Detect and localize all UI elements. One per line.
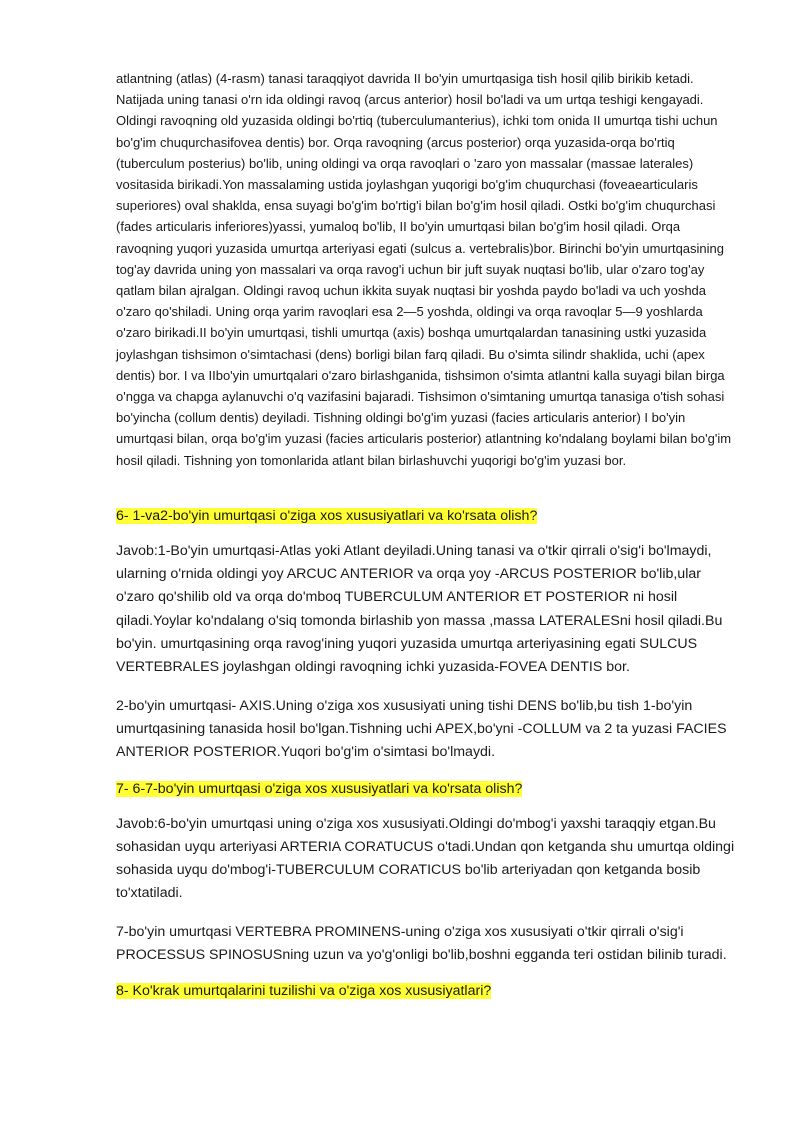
spacer: [116, 680, 736, 695]
spacer: [116, 906, 736, 921]
spacer: [116, 765, 736, 778]
spacer: [116, 800, 736, 813]
section-6-heading-highlight: 6- 1-va2-bo'yin umurtqasi o'ziga xos xususiyatlari va ko'rsata olish?: [116, 507, 538, 524]
section-7-answer-1: Javob:6-bo'yin umurtqasi uning o'ziga xos xususiyati.Oldingi do'mbog'i yaxshi taraqqiy etgan.Bu sohasidan uyqu arteriyasi ARTERIA CORATUCUS o'tadi.Undan qon ketganda shu umurtqa oldingi sohasida uyqu do'mbog'i-TUBERCULUM CORATICUS bo'lib arteriyadan qon ketganda bosib to'xtatiladi.: [116, 815, 735, 902]
spacer: [116, 471, 736, 505]
section-6-answer-1: Javob:1-Bo'yin umurtqasi-Atlas yoki Atlant deyiladi.Uning tanasi va o'tkir qirrali o'sig'i bo'lmaydi, ularning o'rnida oldingi yoy ARCUC ANTERIOR va orqa yoy -ARCUS POSTERIOR bo'lib,ular o'zaro qo'shilib old va orqa do'mboq TUBERCULUM ANTERIOR ET POSTERIOR ni hosil qiladi.Yoylar ko'ndalang o'siq tomonda birlashib yon massa ,massa LATERALESni hosil qiladi.Bu bo'yin. umurtqasining orqa ravog'ining yuqori yuzasida umurtqa arteriyasining egati SULCUS VERTEBRALES joylashgan oldingi ravoqning ichki yuzasida-FOVEA DENTIS bor.: [116, 542, 723, 676]
spacer: [116, 527, 736, 540]
section-7-answer-2: 7-bo'yin umurtqasi VERTEBRA PROMINENS-uning o'ziga xos xususiyati o'tkir qirrali o'sig'i PROCESSUS SPINOSUSning uzun va yo'g'onligi bo'lib,boshni egganda teri ostidan bilinib turadi.: [116, 923, 727, 964]
section-7-heading-highlight: 7- 6-7-bo'yin umurtqasi o'ziga xos xususiyatlari va ko'rsata olish?: [116, 780, 523, 797]
section-8-heading-highlight: 8- Ko'krak umurtqalarini tuzilishi va o'ziga xos xususiyatlari?: [116, 983, 492, 1000]
section-6-heading: [116, 505, 736, 527]
document-page: [116, 68, 736, 1002]
spacer: [116, 967, 736, 980]
section-8-heading: [116, 980, 736, 1002]
intro-paragraph: atlantning (atlas) (4-rasm) tanasi taraqqiyot davrida II bo'yin umurtqasiga tish hosil qilib birikib ketadi. Natijada uning tanasi o'rn ida oldingi ravoq (arcus anterior) hosil bo'ladi va um urtqa teshigi kengayadi. Oldingi ravoqning old yuzasida oldingi bo'rtiq (tuberculumanterius), ichki tom onida II umurtqa tishi uchun bo'g'im chuqurchasifovea dentis) bor. Orqa ravoqning (arcus posterior) orqa yuzasida-orqa bo'rtiq (tuberculum posterius) bo'lib, uning oldingi va orqa ravoqlari o 'zaro yon massalar (massae laterales) vositasida birikadi.Yon massalaming ustida joylashgan yuqorigi bo'g'im chuqurchasi (foveaearticularis superiores) oval shaklda, ensa suyagi bo'g'im bo'rtig'i bilan bo'g'im hosil qiladi. Ostki bo'g'im chuqurchasi (fades articularis inferiores)yassi, yumaloq bo'lib, II bo'yin umurtqasi bilan bo'g'im hosil qiladi. Orqa ravoqning yuqori yuzasida umurtqa arteriyasi egati (sulcus a. vertebralis)bor. Birinchi bo'yin umurtqasining tog'ay davrida uning yon massalari va orqa ravog'i uchun bir juft suyak nuqtasi bo'lib, ular o'zaro tog'ay qatlam bilan ajralgan. Oldingi ravoq uchun ikkita suyak nuqtasi bir yoshda paydo bo'ladi va uch yoshda o'zaro qo'shiladi. Uning orqa yarim ravoqlari esa 2—5 yoshda, oldingi va orqa ravoqlar 5—9 yoshlarda o'zaro birikadi.II bo'yin umurtqasi, tishli umurtqa (axis) boshqa umurtqalardan tanasining ustki yuzasida joylashgan tishsimon o'simtachasi (dens) borligi bilan farq qiladi. Bu o'simta silindr shaklida, uchi (apex dentis) bor. I va IIbo'yin umurtqalari o'zaro birlashganida, tishsimon o'simta atlantni kalla suyagi bilan birga o'ngga va chapga aylanuvchi o'q vazifasini bajaradi. Tishsimon o'simtaning umurtqa tanasiga o'tish sohasi bo'yincha (collum dentis) deyiladi. Tishning oldingi bo'g'im yuzasi (facies articularis anterior) I bo'yin umurtqasi bilan, orqa bo'g'im yuzasi (facies articularis posterior) atlantning ko'ndalang boylami bilan bo'g'im hosil qiladi. Tishning yon tomonlarida atlant bilan birlashuvchi yuqorigi bo'g'im yuzasi bor.: [116, 71, 732, 468]
section-6-answer-2: 2-bo'yin umurtqasi- AXIS.Uning o'ziga xos xususiyati uning tishi DENS bo'lib,bu tish 1-bo'yin umurtqasining tanasida hosil bo'lgan.Tishning uchi APEX,bo'yni -COLLUM va 2 ta yuzasi FACIES ANTERIOR POSTERIOR.Yuqori bo'g'im o'simtasi bo'lmaydi.: [116, 697, 727, 761]
section-7-heading: [116, 778, 736, 800]
